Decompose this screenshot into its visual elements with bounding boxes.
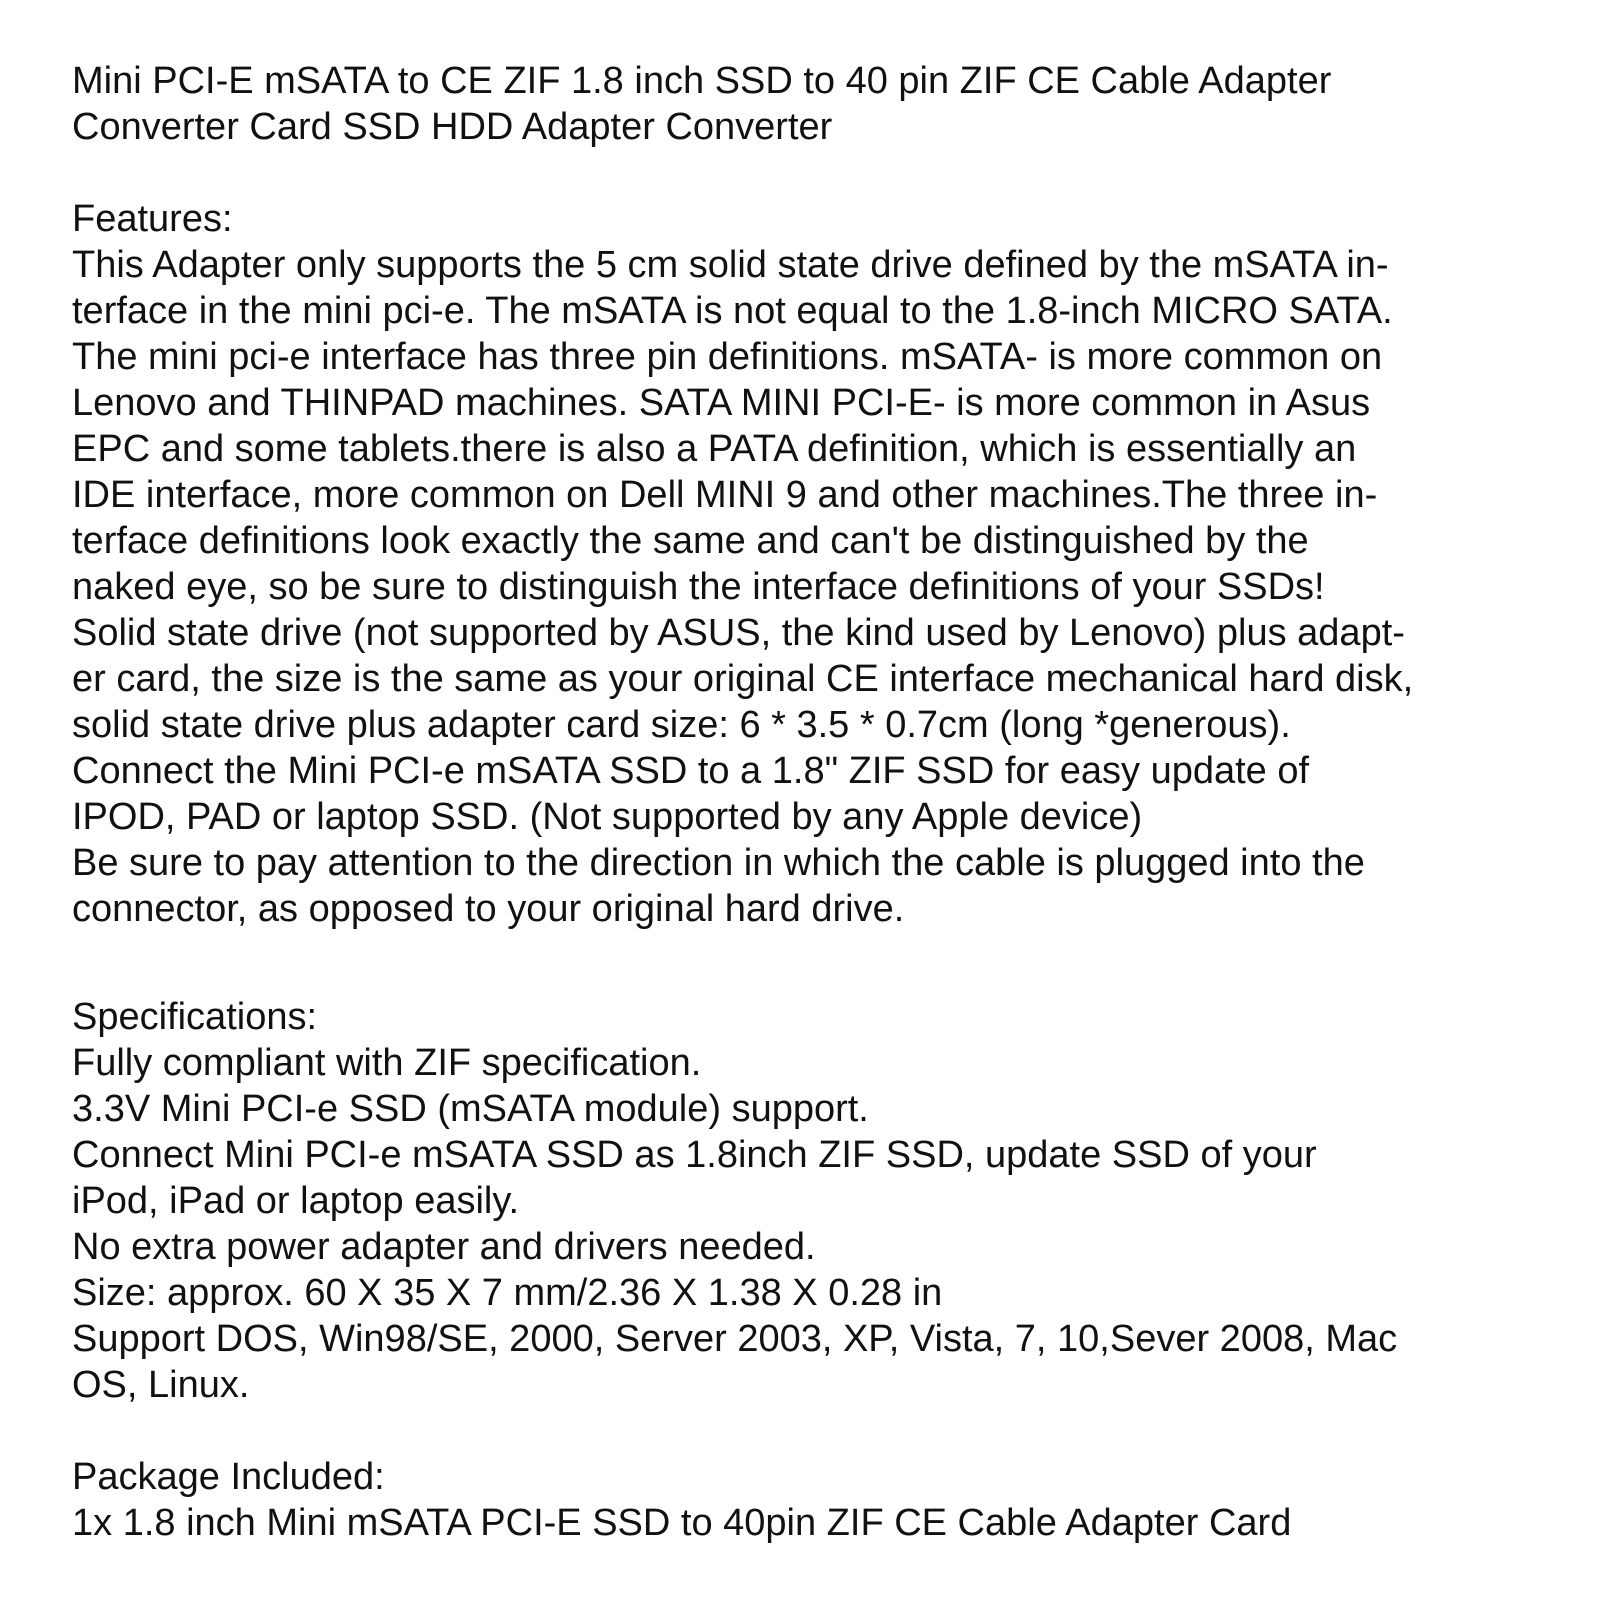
features-line: EPC and some tablets.there is also a PATA definition, which is essentially an xyxy=(72,428,1357,470)
features-line: naked eye, so be sure to distinguish the interface definitions of your SSDs! xyxy=(72,566,1325,608)
spacer xyxy=(72,978,1572,994)
features-line: IDE interface, more common on Dell MINI 9 and other machines.The three in- xyxy=(72,474,1378,516)
specifications-line: OS, Linux. xyxy=(72,1364,250,1406)
features-line: terface definitions look exactly the same and can't be distinguished by the xyxy=(72,520,1309,562)
features-line: solid state drive plus adapter card size: 6 * 3.5 * 0.7cm (long *generous). xyxy=(72,704,1291,746)
spacer xyxy=(72,1408,1572,1454)
specifications-line: Support DOS, Win98/SE, 2000, Server 2003, XP, Vista, 7, 10,Sever 2008, Mac xyxy=(72,1318,1398,1360)
document-page xyxy=(72,58,1572,1546)
features-line: Be sure to pay attention to the direction in which the cable is plugged into the xyxy=(72,842,1365,884)
specifications-section xyxy=(72,994,1572,1408)
features-line: The mini pci-e interface has three pin definitions. mSATA- is more common on xyxy=(72,336,1383,378)
specifications-line: Fully compliant with ZIF specification. xyxy=(72,1042,702,1084)
features-line: Connect the Mini PCI-e mSATA SSD to a 1.8" ZIF SSD for easy update of xyxy=(72,750,1310,792)
package-heading: Package Included: xyxy=(72,1456,385,1498)
title-line: Converter Card SSD HDD Adapter Converter xyxy=(72,106,833,148)
features-line: IPOD, PAD or laptop SSD. (Not supported by any Apple device) xyxy=(72,796,1143,838)
features-line: er card, the size is the same as your original CE interface mechanical hard disk, xyxy=(72,658,1414,700)
features-line: terface in the mini pci-e. The mSATA is not equal to the 1.8-inch MICRO SATA. xyxy=(72,290,1393,332)
specifications-line: No extra power adapter and drivers needed. xyxy=(72,1226,816,1268)
specifications-line: 3.3V Mini PCI-e SSD (mSATA module) support. xyxy=(72,1088,869,1130)
features-line: connector, as opposed to your original hard drive. xyxy=(72,888,905,930)
features-section xyxy=(72,196,1572,932)
spacer xyxy=(72,150,1572,196)
package-section xyxy=(72,1454,1572,1546)
specifications-line: Connect Mini PCI-e mSATA SSD as 1.8inch ZIF SSD, update SSD of your xyxy=(72,1134,1317,1176)
package-line: 1x 1.8 inch Mini mSATA PCI-E SSD to 40pin ZIF CE Cable Adapter Card xyxy=(72,1502,1292,1544)
title-line: Mini PCI-E mSATA to CE ZIF 1.8 inch SSD to 40 pin ZIF CE Cable Adapter xyxy=(72,60,1332,102)
specifications-line: Size: approx. 60 X 35 X 7 mm/2.36 X 1.38 X 0.28 in xyxy=(72,1272,943,1314)
features-line: Solid state drive (not supported by ASUS, the kind used by Lenovo) plus adapt- xyxy=(72,612,1405,654)
specifications-heading: Specifications: xyxy=(72,996,318,1038)
features-line: This Adapter only supports the 5 cm solid state drive defined by the mSATA in- xyxy=(72,244,1389,286)
specifications-line: iPod, iPad or laptop easily. xyxy=(72,1180,520,1222)
features-line: Lenovo and THINPAD machines. SATA MINI PCI-E- is more common in Asus xyxy=(72,382,1371,424)
spacer xyxy=(72,932,1572,978)
features-heading: Features: xyxy=(72,198,233,240)
document-title xyxy=(72,58,1572,150)
